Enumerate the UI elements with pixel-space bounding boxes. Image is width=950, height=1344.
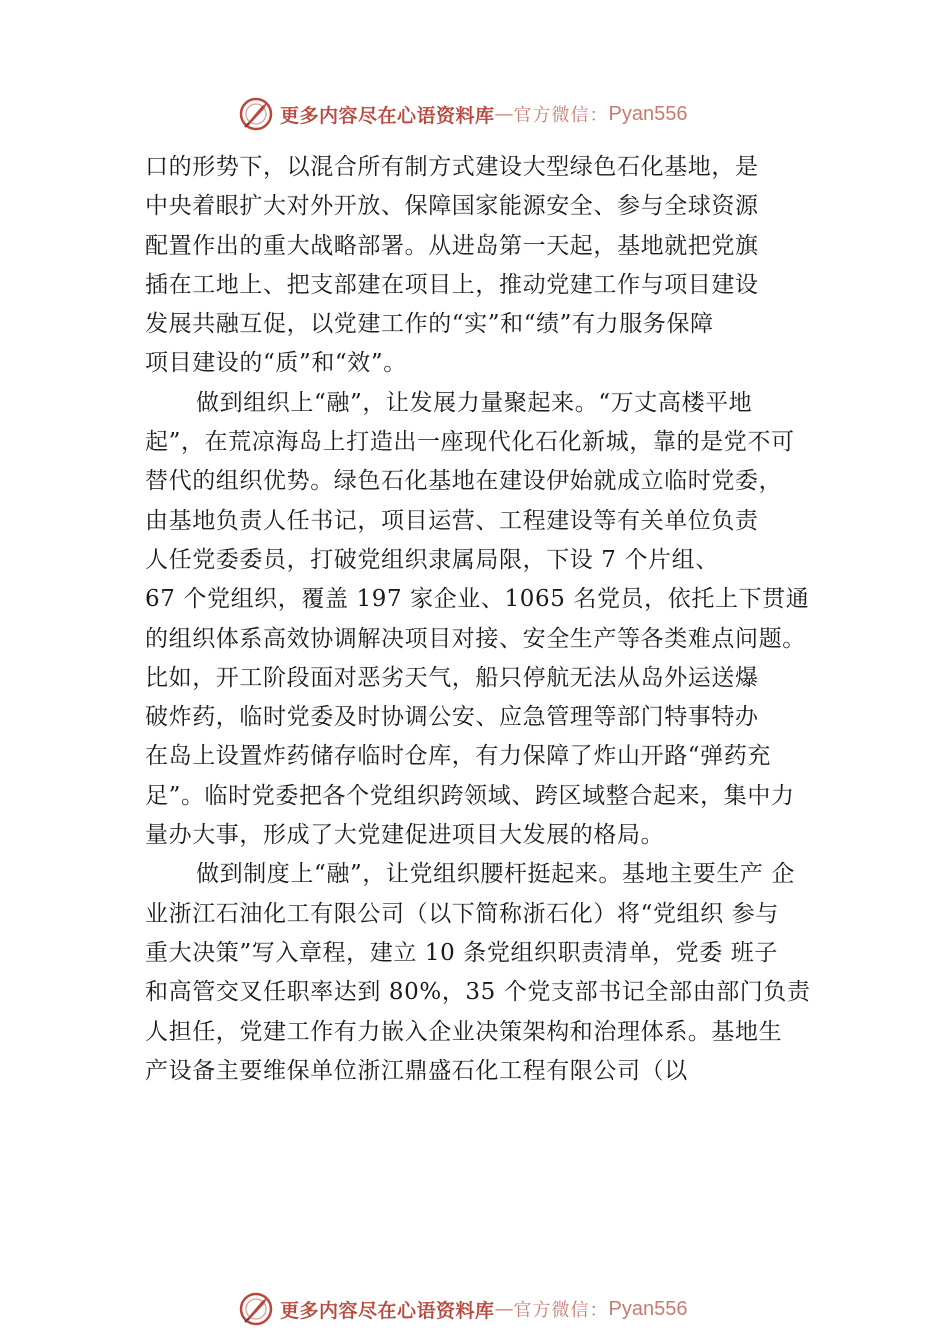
text-line: 产设备主要维保单位浙江鼎盛石化工程有限公司（以: [145, 1057, 688, 1084]
pen-nib-circle-icon: [236, 1289, 276, 1329]
header-wechat-label: 官方微信：: [513, 105, 609, 126]
footer-wechat-label: 官方微信：: [513, 1300, 609, 1321]
footer-separator: —: [494, 1298, 514, 1320]
text-line: 足”。临时党委把各个党组织跨领域、跨区域整合起来，集中力: [145, 782, 795, 809]
footer-title: 更多内容尽在心语资料库: [280, 1299, 495, 1322]
text-line: 的组织体系高效协调解决项目对接、安全生产等各类难点问题。: [145, 625, 806, 652]
header-title: 更多内容尽在心语资料库: [280, 104, 495, 127]
pen-nib-circle-icon: [236, 94, 276, 134]
text-line: 和高管交叉任职率达到 80%，35 个党支部书记全部由部门负责: [145, 979, 811, 1006]
text-line: 替代的组织优势。绿色石化基地在建设伊始就成立临时党委，: [145, 468, 783, 495]
text-line: 重大决策”写入章程，建立 10 条党组织职责清单，党委 班子: [145, 939, 778, 966]
text-line: 比如，开工阶段面对恶劣天气，船只停航无法从岛外运送爆: [145, 664, 759, 691]
text-line: 口的形势下，以混合所有制方式建设大型绿色石化基地，是: [145, 154, 759, 180]
footer-banner: [236, 1289, 687, 1329]
text-line: 起”，在荒凉海岛上打造出一座现代化石化新城，靠的是党不可: [145, 429, 795, 456]
text-line: 由基地负责人任书记，项目运营、工程建设等有关单位负责: [145, 507, 759, 534]
text-line: 破炸药，临时党委及时协调公安、应急管理等部门特事特办: [145, 704, 759, 731]
paragraph-first-line: 做到制度上“融”，让党组织腰杆挺起来。基地主要生产 企: [196, 861, 796, 888]
header-wechat-handle: Pyan556: [608, 102, 688, 125]
paragraph-first-line: 做到组织上“融”，让发展力量聚起来。“万丈高楼平地: [196, 389, 753, 416]
text-line: 项目建设的“质”和“效”。: [145, 350, 407, 377]
text-line: 插在工地上、把支部建在项目上，推动党建工作与项目建设: [145, 271, 759, 298]
text-line: 人担任，党建工作有力嵌入企业决策架构和治理体系。基地生: [145, 1018, 783, 1045]
footer-wechat-handle: Pyan556: [608, 1297, 688, 1320]
text-line: 人任党委委员，打破党组织隶属局限，下设 7 个片组、: [145, 546, 719, 573]
text-line: 业浙江石油化工有限公司（以下简称浙石化）将“党组织 参与: [145, 900, 779, 927]
header-banner: [236, 94, 687, 134]
text-line: 在岛上设置炸药储存临时仓库，有力保障了炸山开路“弹药充: [145, 743, 771, 770]
document-body: [145, 148, 835, 1091]
text-line: 中央着眼扩大对外开放、保障国家能源安全、参与全球资源: [145, 193, 759, 220]
header-separator: —: [494, 103, 514, 125]
text-line: 67 个党组织，覆盖 197 家企业、1065 名党员，依托上下贯通: [145, 586, 810, 613]
text-line: 量办大事，形成了大党建促进项目大发展的格局。: [145, 822, 665, 849]
text-line: 配置作出的重大战略部署。从进岛第一天起，基地就把党旗: [145, 232, 759, 259]
text-line: 发展共融互促，以党建工作的“实”和“绩”有力服务保障: [145, 311, 714, 338]
